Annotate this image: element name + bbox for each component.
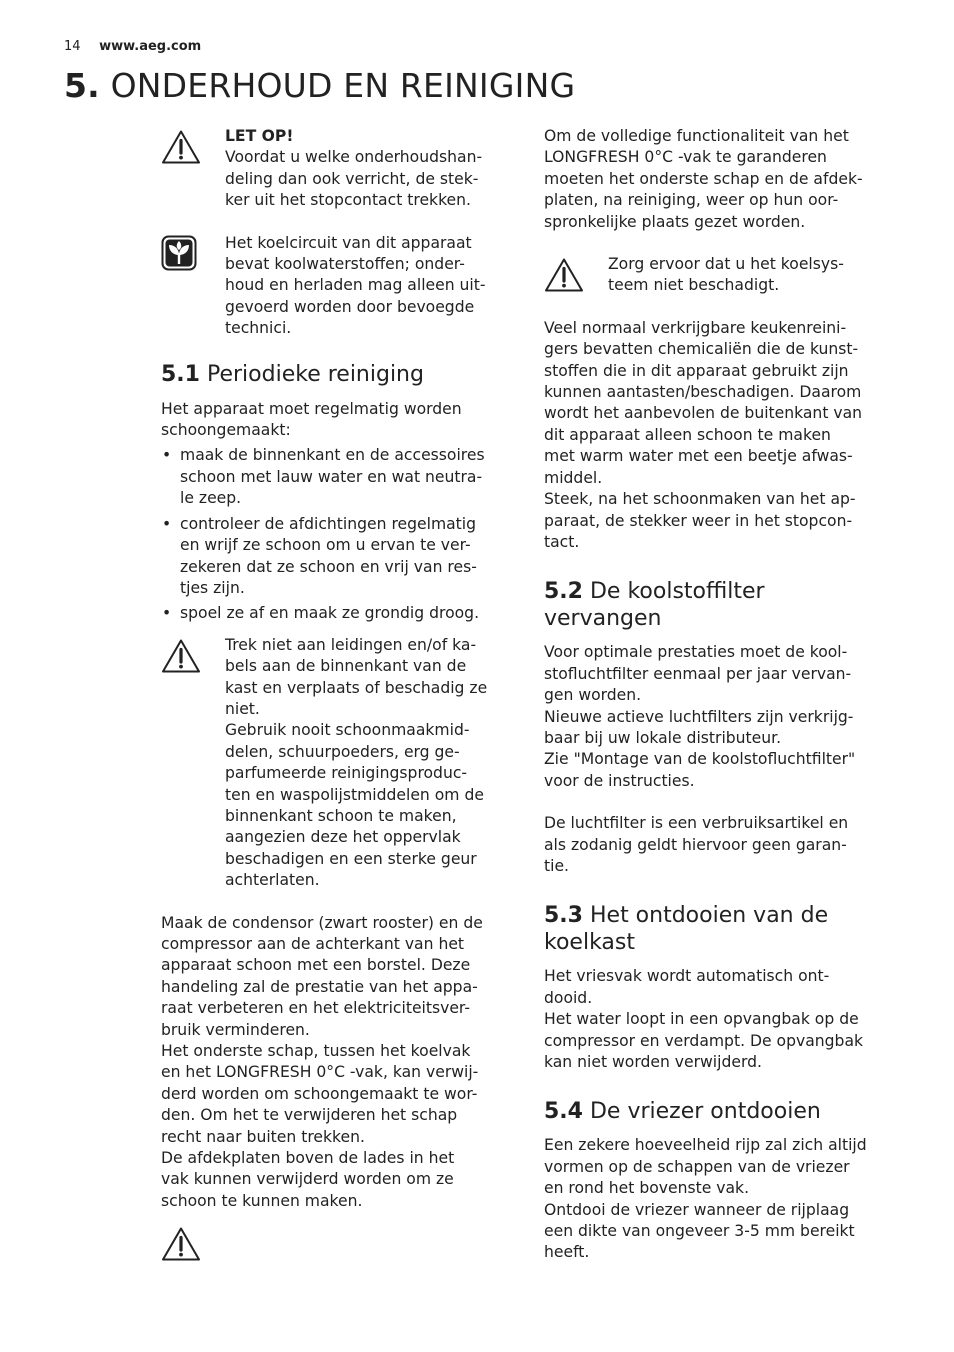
- section-number: 5.3: [544, 903, 583, 929]
- section-heading-5-2: [544, 578, 896, 632]
- paragraph-defrost-fridge: Het vriesvak wordt automatisch ont- dooid. Het water loopt in een opvangbak op de compressor en verdampt. De opvangbak kan niet worden verwijderd.: [544, 967, 864, 1071]
- warning-icon: [161, 129, 201, 165]
- environment-icon: [161, 235, 197, 271]
- warning-icon: [161, 1226, 201, 1262]
- page-number: 14: [64, 39, 81, 54]
- note-environment: [161, 233, 513, 340]
- section-number: 5.4: [544, 1099, 583, 1125]
- section-heading-5-3: [544, 902, 896, 956]
- section-heading-5-4: [544, 1098, 896, 1125]
- paragraph-defrost-freezer: Een zekere hoeveelheid rijp zal zich altijd vormen op de schappen van de vriezer en rond het bovenste vak. Ontdooi de vriezer wanneer de rijplaag een dikte van ongeveer 3-5 mm bereikt heeft.: [544, 1136, 867, 1262]
- paragraph-condensor: Maak de condensor (zwart rooster) en de compressor aan de achterkant van het apparaat schoon met een borstel. Deze handeling zal de prestatie van het appa- raat verbeteren en het elektriciteitsver- bruik verminderen. Het onderste schap, tussen het koelvak en het LONGFRESH 0°C -vak, kan verwij- derd worden om schoongemaakt te wor- den. Om het te verwijderen het schap recht naar buiten trekken. De afdekplaten boven de lades in het vak kunnen verwijderd worden om ze schoon te kunnen maken.: [161, 913, 483, 1210]
- note-cooling-system: [544, 254, 896, 297]
- paragraph-cleaners: Veel normaal verkrijgbare keukenreini- gers bevatten chemicaliën die de kunst- stoffen die in dit apparaat gebruikt zijn kunnen aantasten/beschadigen. Daarom wordt het aanbevolen de buitenkant van dit apparaat alleen schoon te maken met warm water met een beetje afwas- middel. Steek, na het schoonmaken van het ap- paraat, de stekker weer in het stopcon- tact.: [544, 318, 863, 551]
- chapter-title: ONDERHOUD EN REINIGING: [110, 66, 576, 105]
- cleaning-list: [161, 445, 513, 624]
- paragraph-longfresh: Om de volledige functionaliteit van het LONGFRESH 0°C -vak te garanderen moeten het onderste schap en de afdek- platen, na reiniging, weer op hun oor- spronkelijke plaats gezet worden.: [544, 127, 863, 231]
- section-title: Het ontdooien van de koelkast: [544, 903, 829, 956]
- website: www.aeg.com: [99, 39, 202, 54]
- left-column: [161, 126, 513, 1262]
- note-text: Voordat u welke onderhoudshan- deling dan ook verricht, de stek- ker uit het stopcontact trekken.: [225, 148, 483, 210]
- note-let-op: [161, 126, 513, 212]
- warning-icon: [544, 257, 584, 293]
- paragraph-filter-warranty: De luchtfilter is een verbruiksartikel en als zodanig geldt hiervoor geen garan- tie.: [544, 814, 849, 875]
- warning-icon: [161, 638, 201, 674]
- note-cables: [161, 635, 513, 892]
- section-number: 5.1: [161, 361, 200, 387]
- note-text: Zorg ervoor dat u het koelsys- teem niet beschadigt.: [608, 255, 844, 295]
- note-label: LET OP!: [225, 127, 294, 145]
- page-header: [64, 39, 201, 54]
- list-item: • maak de binnenkant en de accessoires schoon met lauw water en wat neutra- le zeep.: [161, 445, 513, 509]
- section-title: De koolstoffilter vervangen: [544, 579, 765, 632]
- section-title: Periodieke reiniging: [206, 361, 424, 387]
- section-intro: Het apparaat moet regelmatig worden schoongemaakt:: [161, 399, 462, 440]
- page-title: [64, 66, 575, 105]
- note-text: Trek niet aan leidingen en/of ka- bels aan de binnenkant van de kast en verplaats of beschadig ze niet. Gebruik nooit schoonmaakmid- delen, schuurpoeders, erg ge- parfumeerde reinigingsproduc- ten en waspolijstmiddelen om de binnenkant schoon te maken, aangezien deze het oppervlak beschadigen en een sterke geur achterlaten.: [225, 635, 488, 890]
- section-heading-5-1: [161, 361, 513, 388]
- right-column: [544, 126, 896, 1264]
- note-text: Het koelcircuit van dit apparaat bevat koolwaterstoffen; onder- houd en herladen mag alleen uit- gevoerd worden door bevoegde technici.: [225, 233, 486, 338]
- section-number: 5.2: [544, 579, 583, 605]
- chapter-number: 5.: [64, 66, 100, 105]
- paragraph-filter: Voor optimale prestaties moet de kool- stofluchtfilter eenmaal per jaar vervan- gen worden. Nieuwe actieve luchtfilters zijn verkrijg- baar bij uw lokale distributeur. Zie "Montage van de koolstofluchtfilter" voor de instructies.: [544, 643, 856, 790]
- list-item: • spoel ze af en maak ze grondig droog.: [161, 603, 513, 624]
- list-item: • controleer de afdichtingen regelmatig en wrijf ze schoon om u ervan te ver- zekeren dat ze schoon en vrij van res- tjes zijn.: [161, 514, 513, 600]
- section-title: De vriezer ontdooien: [589, 1099, 821, 1125]
